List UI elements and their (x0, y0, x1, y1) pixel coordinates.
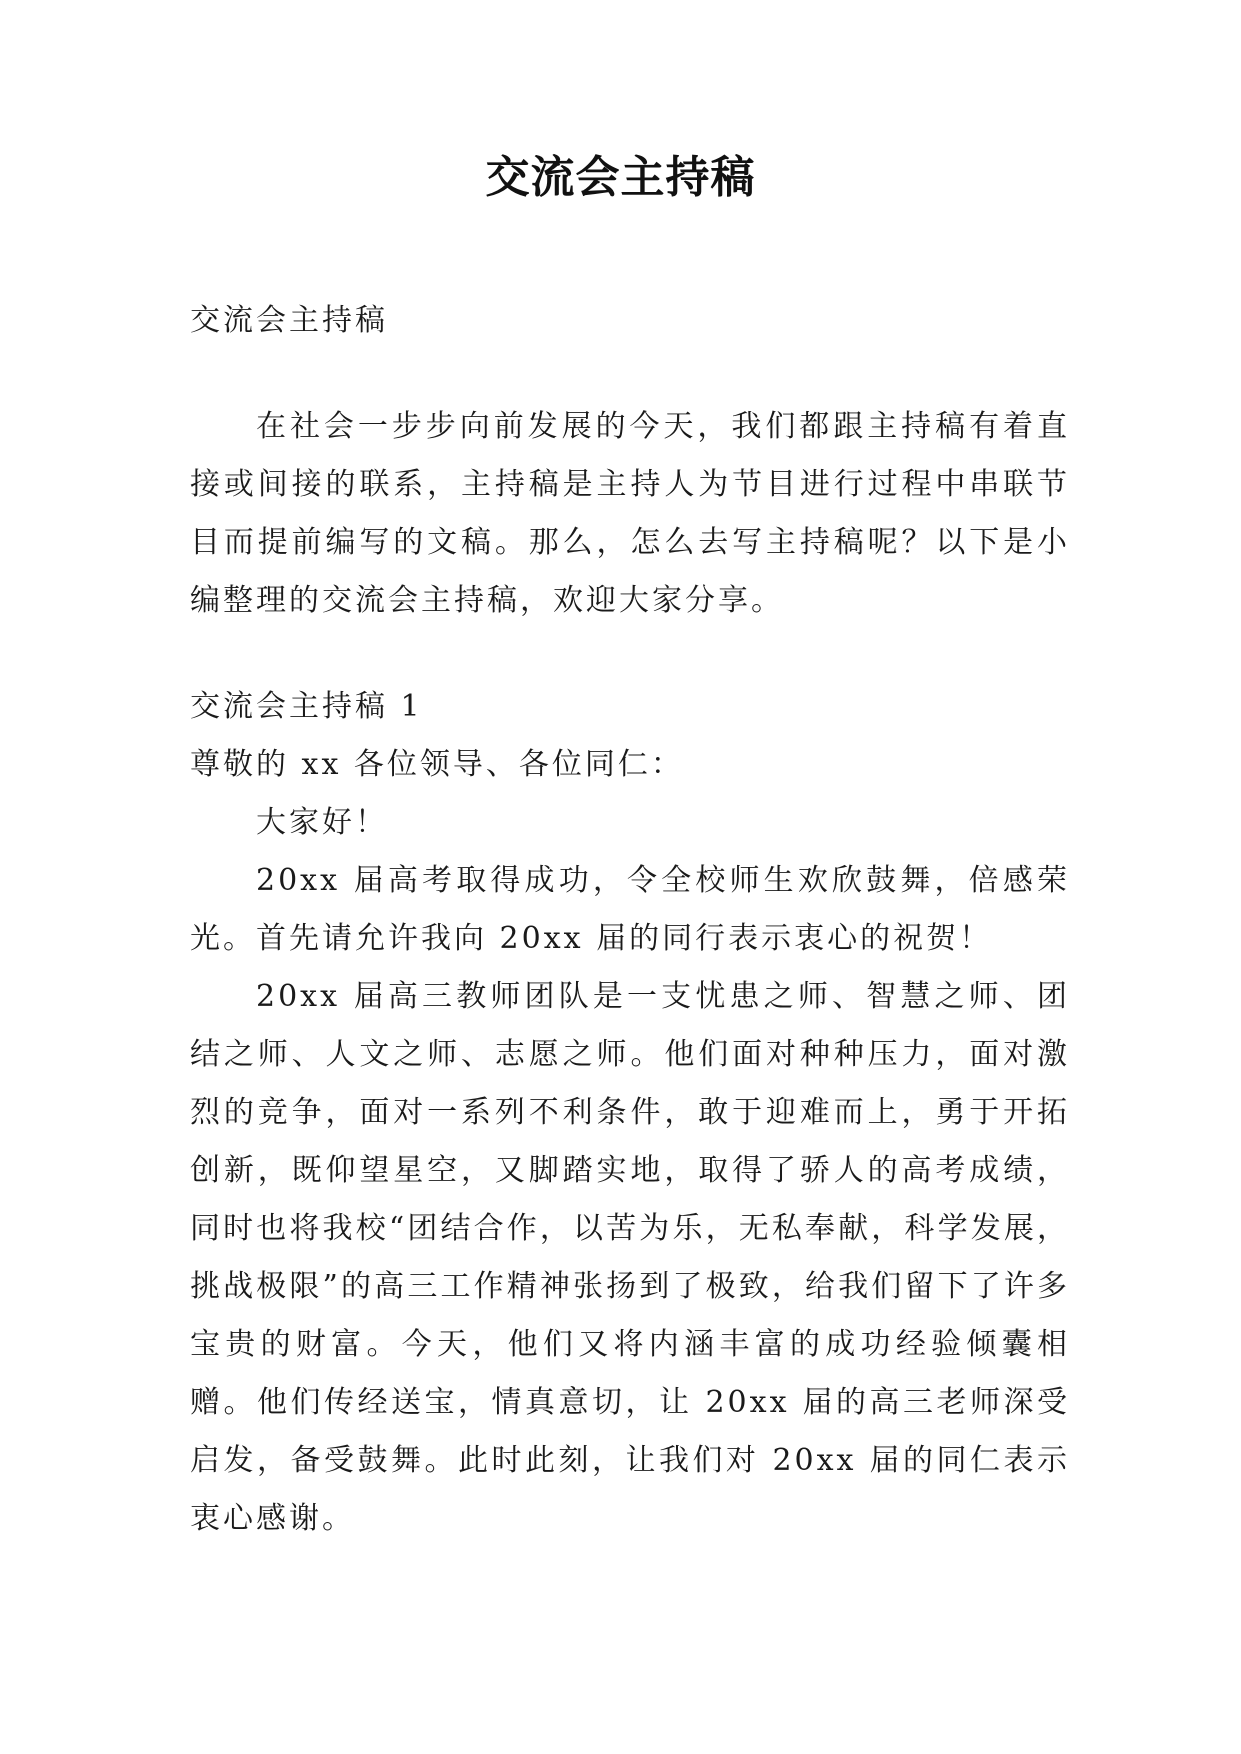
document-body (190, 292, 1070, 1548)
greeting: 大家好！ (256, 805, 388, 840)
body-paragraph-1: 20xx 届高考取得成功，令全校师生欢欣鼓舞，倍感荣光。首先请允许我向 20xx 届的同行表示衷心的祝贺！ (190, 863, 1070, 956)
intro-paragraph: 在社会一步步向前发展的今天，我们都跟主持稿有着直接或间接的联系，主持稿是主持人为节目进行过程中串联节目而提前编写的文稿。那么，怎么去写主持稿呢？以下是小编整理的交流会主持稿，欢迎大家分享。 (190, 409, 1070, 618)
section-heading: 交流会主持稿 1 (190, 689, 423, 724)
document-subtitle: 交流会主持稿 (190, 303, 388, 338)
salutation: 尊敬的 xx 各位领导、各位同仁： (190, 747, 684, 782)
document-title: 交流会主持稿 (485, 152, 756, 203)
body-paragraph-2: 20xx 届高三教师团队是一支忧患之师、智慧之师、团结之师、人文之师、志愿之师。他们面对种种压力，面对激烈的竞争，面对一系列不利条件，敢于迎难而上，勇于开拓创新，既仰望星空，又脚踏实地，取得了骄人的高考成绩，同时也将我校“团结合作，以苦为乐，无私奉献，科学发展，挑战极限”的高三工作精神张扬到了极致，给我们留下了许多宝贵的财富。今天，他们又将内涵丰富的成功经验倾囊相赠。他们传经送宝，情真意切，让 20xx 届的高三老师深受启发，备受鼓舞。此时此刻，让我们对 20xx 届的同仁表示衷心感谢。 (190, 979, 1070, 1536)
